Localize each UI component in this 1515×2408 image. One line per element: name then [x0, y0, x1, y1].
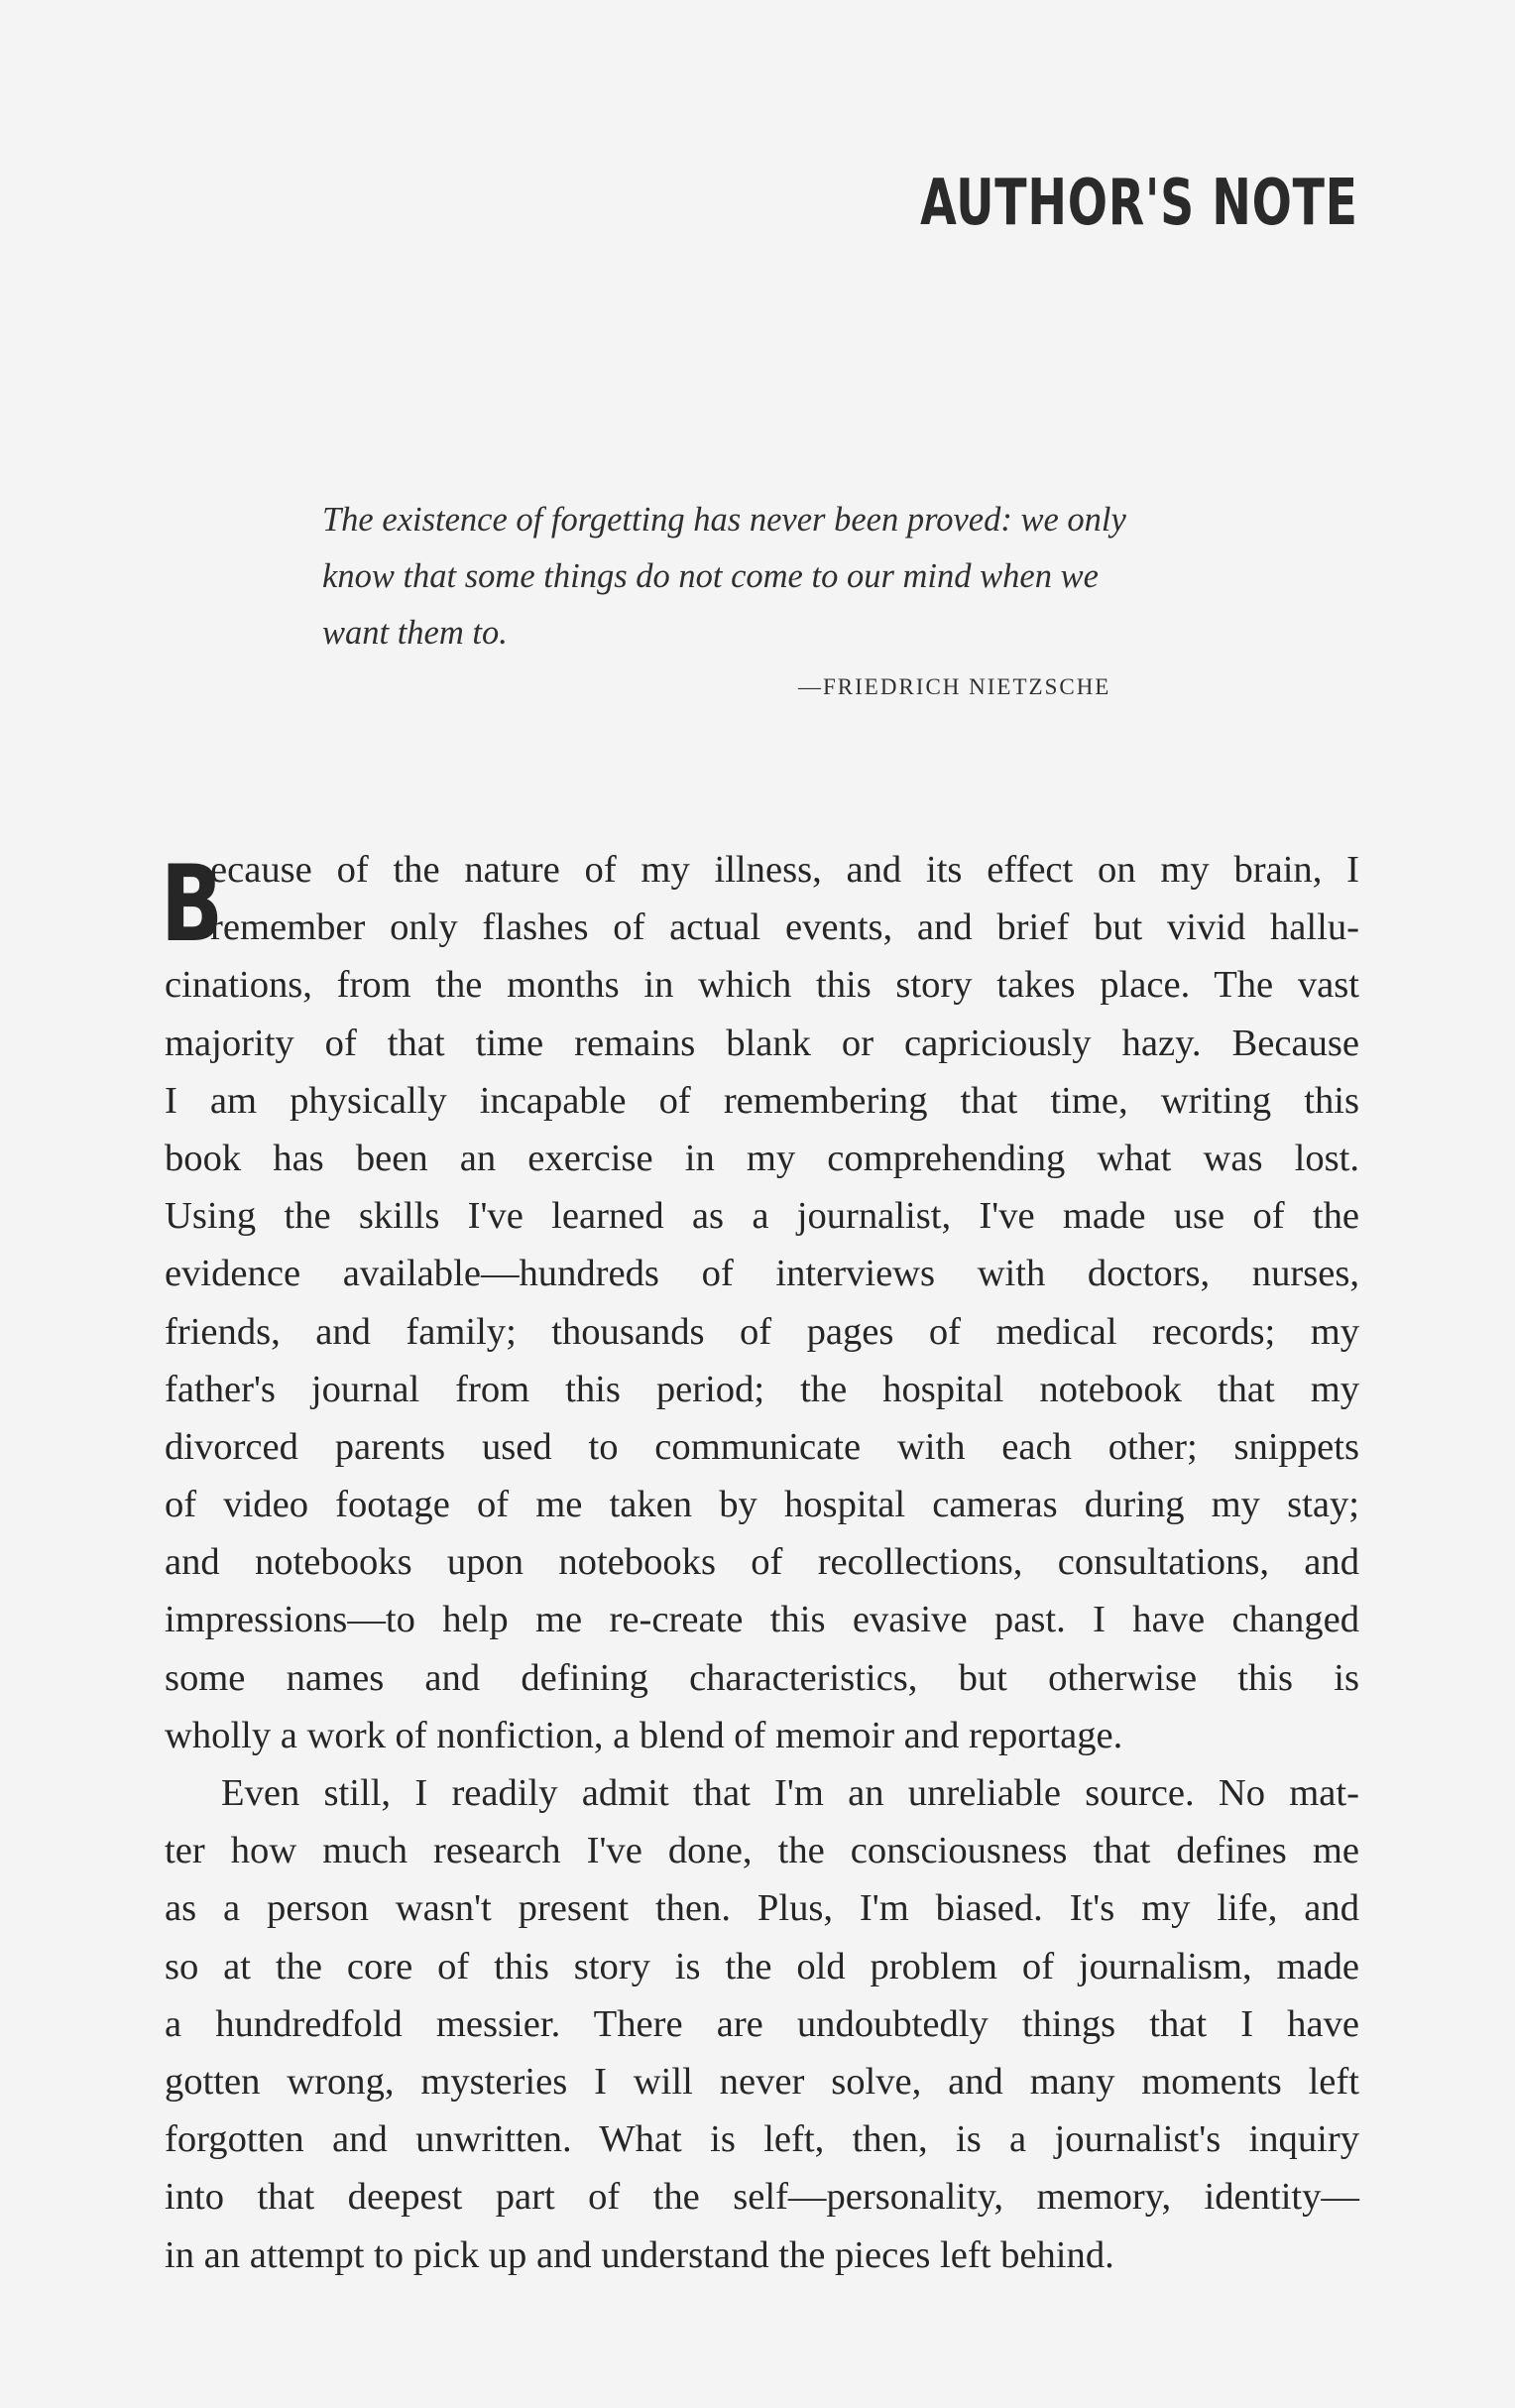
text-line: some names and defining characteristics, but otherwise this is	[165, 1656, 1359, 1699]
text-line: remember only flashes of actual events, and brief but vivid hallu-	[210, 906, 1359, 949]
text-line: book has been an exercise in my comprehending what was lost.	[165, 1137, 1359, 1179]
text-line: wholly a work of nonfiction, a blend of memoir and reportage.	[165, 1714, 1123, 1756]
text-line: and notebooks upon notebooks of recollections, consultations, and	[165, 1541, 1359, 1584]
text-line: divorced parents used to communicate with each other; snippets	[165, 1425, 1359, 1468]
text-line: father's journal from this period; the hospital notebook that my	[165, 1368, 1359, 1410]
text-line: a hundredfold messier. There are undoubtedly things that I have	[165, 2002, 1359, 2045]
text-line: cinations, from the months in which this story takes place. The vast	[165, 964, 1359, 1007]
text-line: I am physically incapable of remembering that time, writing this	[165, 1079, 1359, 1122]
text-line: Using the skills I've learned as a journalist, I've made use of the	[165, 1195, 1359, 1238]
epigraph-line: want them to.	[322, 614, 508, 652]
text-line: friends, and family; thousands of pages of medical records; my	[165, 1310, 1359, 1353]
text-line: in an attempt to pick up and understand the pieces left behind.	[165, 2233, 1114, 2276]
text-line: as a person wasn't present then. Plus, I'm biased. It's my life, and	[165, 1887, 1359, 1930]
epigraph	[322, 492, 1314, 662]
drop-cap: B	[161, 843, 224, 965]
text-line: ecause of the nature of my illness, and its effect on my brain, I	[210, 849, 1359, 891]
text-line: impressions—to help me re-create this evasive past. I have changed	[165, 1599, 1359, 1641]
text-line: ter how much research I've done, the consciousness that defines me	[165, 1830, 1359, 1872]
chapter-title: AUTHOR'S NOTE	[920, 167, 1358, 240]
text-line: majority of that time remains blank or capriciously hazy. Because	[165, 1022, 1359, 1064]
paragraph-1	[165, 841, 1359, 1764]
epigraph-line: The existence of forgetting has never been proved: we only	[322, 501, 1126, 539]
epigraph-attribution: —FRIEDRICH NIETZSCHE	[798, 674, 1111, 699]
body-text	[161, 841, 1359, 2284]
epigraph-line: know that some things do not come to our mind when we	[322, 557, 1099, 595]
text-line: Even still, I readily admit that I'm an unreliable source. No mat-	[221, 1772, 1359, 1814]
text-line: gotten wrong, mysteries I will never solve, and many moments left	[165, 2060, 1359, 2103]
text-line: into that deepest part of the self—personality, memory, identity—	[165, 2176, 1359, 2219]
text-line: forgotten and unwritten. What is left, then, is a journalist's inquiry	[165, 2118, 1359, 2161]
text-line: so at the core of this story is the old problem of journalism, made	[165, 1945, 1359, 1987]
paragraph-2	[165, 1764, 1359, 2284]
text-line: of video footage of me taken by hospital cameras during my stay;	[165, 1484, 1359, 1526]
text-line: evidence available—hundreds of interviews with doctors, nurses,	[165, 1253, 1359, 1295]
